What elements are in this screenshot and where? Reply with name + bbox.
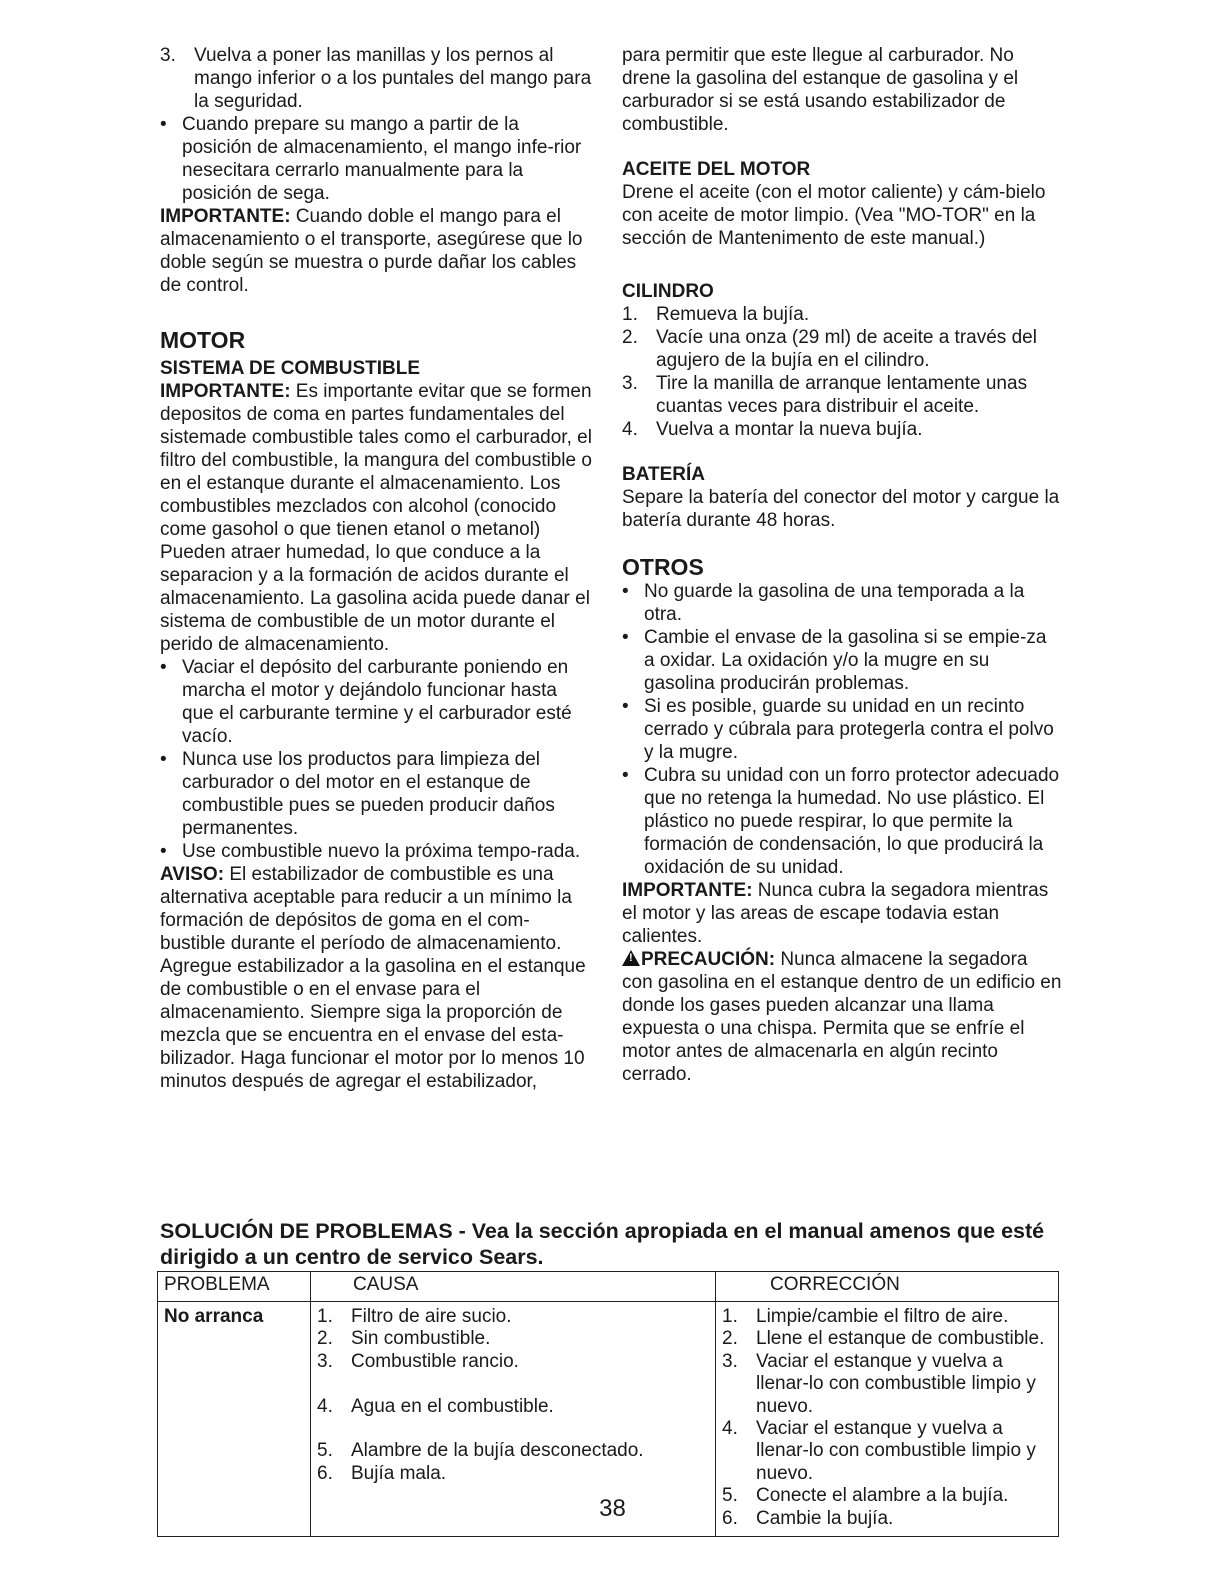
correction-number: 5. bbox=[722, 1485, 738, 1507]
bullet-item bbox=[160, 748, 592, 840]
bullet-item bbox=[160, 656, 592, 748]
step-number: 4. bbox=[622, 419, 638, 440]
step-text: Vuelva a montar la nueva bujía. bbox=[656, 419, 923, 440]
cause-line bbox=[317, 1463, 709, 1485]
subheading-fuel-system: SISTEMA DE COMBUSTIBLE bbox=[160, 358, 421, 379]
bullet-text: Cambie el envase de la gasolina si se empie-za a oxidar. La oxidación y/o la mugre en su gasolina producirán problemas. bbox=[644, 627, 1047, 694]
cause-number: 2. bbox=[317, 1328, 333, 1350]
bullet-icon: • bbox=[622, 765, 629, 786]
important-text: Es importante evitar que se formen depositos de coma en partes fundamentales del sistemade combustible tales como el carburador, el filtro del combustible, la mangura del combustible o en el estanque durante el almacenamiento. Los combustibles mezclados con alcohol (conocido come gasohol o que tienen etanol o metanol) Pueden atraer humedad, lo que conduce a la separacion y a la formación de acidos durante el almacenamiento. La gasolina acida puede danar el sistema de combustible de un motor durante el perido de almacenamiento. bbox=[160, 381, 592, 655]
important-note bbox=[160, 205, 592, 297]
aviso-label: AVISO: bbox=[160, 864, 225, 885]
warning-triangle-icon bbox=[622, 950, 640, 966]
section-heading-otros: OTROS bbox=[622, 554, 704, 580]
correction-number: 2. bbox=[722, 1328, 738, 1350]
correction-text: Vaciar el estanque y vuelva a llenar-lo con combustible limpio y nuevo. bbox=[756, 1418, 1036, 1484]
cause-number: 1. bbox=[317, 1306, 333, 1327]
battery-text: Separe la batería del conector del motor y cargue la batería durante 48 horas. bbox=[622, 487, 1060, 531]
correction-text: Limpie/cambie el filtro de aire. bbox=[756, 1306, 1009, 1327]
cause-number: 6. bbox=[317, 1462, 333, 1484]
left-column bbox=[160, 44, 592, 1093]
important-label: IMPORTANTE: bbox=[160, 206, 291, 227]
numbered-item bbox=[160, 44, 592, 113]
item-text: Vuelva a poner las manillas y los pernos al mango inferior o a los puntales del mango para la seguridad. bbox=[194, 45, 592, 112]
table-header-row bbox=[158, 1272, 1059, 1302]
cause-number: 5. bbox=[317, 1440, 333, 1462]
important-label: IMPORTANTE: bbox=[622, 880, 753, 901]
bullet-text: Nunca use los productos para limpieza del carburador o del motor en el estanque de combustible pues se pueden producir daños permanentes. bbox=[182, 749, 555, 839]
cause-text: Agua en el combustible. bbox=[351, 1395, 554, 1417]
cause-text: Sin combustible. bbox=[351, 1328, 491, 1350]
cause-text: Alambre de la bujía desconectado. bbox=[351, 1440, 644, 1462]
page-number: 38 bbox=[599, 1495, 626, 1522]
important-note bbox=[622, 879, 1062, 948]
cause-line bbox=[317, 1306, 709, 1328]
step-text: Tire la manilla de arranque lentamente unas cuantas veces para distribuir el aceite. bbox=[656, 373, 1028, 417]
subheading-cylinder: CILINDRO bbox=[622, 281, 714, 302]
correction-line bbox=[722, 1351, 1052, 1418]
oil-text: Drene el aceite (con el motor caliente) y cám-bielo con aceite de motor limpio. (Vea "MO-TOR" en la sección de Mantenimento de este manual.) bbox=[622, 182, 1046, 249]
correction-text: Llene el estanque de combustible. bbox=[756, 1328, 1045, 1350]
correction-text: Cambie la bujía. bbox=[756, 1507, 894, 1529]
important-text: Cuando doble el mango para el almacenamiento o el transporte, asegúrese que lo doble según se muestra o purde dañar los cables de control. bbox=[160, 206, 583, 296]
correction-line bbox=[722, 1306, 1052, 1328]
bullet-text: Vaciar el depósito del carburante poniendo en marcha el motor y dejándolo funcionar hasta que el carburante termine y el carburador esté vacío. bbox=[182, 657, 572, 747]
section-heading-motor: MOTOR bbox=[160, 327, 246, 353]
bullet-icon: • bbox=[160, 749, 167, 770]
correction-text: Conecte el alambre a la bujía. bbox=[756, 1485, 1009, 1507]
bullet-icon: • bbox=[622, 581, 629, 602]
cause-text: Filtro de aire sucio. bbox=[351, 1306, 512, 1327]
bullet-item bbox=[622, 764, 1062, 879]
continuation-text: para permitir que este llegue al carburador. No drene la gasolina del estanque de gasolina y el carburador si se está usando estabilizador de combustible. bbox=[622, 45, 1019, 135]
subheading-battery: BATERÍA bbox=[622, 464, 706, 485]
bullet-text: Cubra su unidad con un forro protector adecuado que no retenga la humedad. No use plástico. El plástico no puede respirar, lo que permite la formación de condensación, lo que producirá la oxidación de su unidad. bbox=[644, 765, 1060, 878]
cause-line bbox=[317, 1440, 709, 1462]
important-label: IMPORTANTE: bbox=[160, 381, 291, 402]
cause-number: 3. bbox=[317, 1350, 333, 1372]
important-note bbox=[160, 380, 592, 656]
bullet-text: No guarde la gasolina de una temporada a la otra. bbox=[644, 581, 1025, 625]
bullet-item bbox=[622, 695, 1062, 764]
correction-line bbox=[722, 1418, 1052, 1485]
cause-number: 4. bbox=[317, 1395, 333, 1417]
right-column bbox=[622, 44, 1062, 1086]
step-text: Vacíe una onza (29 ml) de aceite a través del agujero de la bujía en el cilindro. bbox=[656, 327, 1037, 371]
cylinder-step bbox=[622, 418, 1062, 441]
header-causa: CAUSA bbox=[311, 1272, 716, 1302]
cylinder-step bbox=[622, 326, 1062, 372]
cause-text: Bujía mala. bbox=[351, 1462, 447, 1484]
item-number: 3. bbox=[160, 45, 176, 66]
bullet-icon: • bbox=[160, 657, 167, 678]
correction-number: 1. bbox=[722, 1306, 738, 1327]
caution-note bbox=[622, 948, 1062, 1086]
caution-text: Nunca almacene la segadora con gasolina en el estanque dentro de un edificio en donde los gases pueden alcanzar una llama expuesta o una chispa. Permita que se enfríe el motor antes de almacenarla en algún recinto cerrado. bbox=[622, 949, 1062, 1085]
bullet-item bbox=[622, 580, 1062, 626]
aviso-note bbox=[160, 863, 592, 1093]
bullet-text: Cuando prepare su mango a partir de la posición de almacenamiento, el mango infe-rior nesecitara cerrarlo manualmente para la posición de sega. bbox=[182, 114, 582, 204]
subheading-engine-oil: ACEITE DEL MOTOR bbox=[622, 159, 811, 180]
important-text: Nunca cubra la segadora mientras el motor y las areas de escape todavia estan calientes. bbox=[622, 880, 1049, 947]
correction-line bbox=[722, 1328, 1052, 1350]
bullet-icon: • bbox=[622, 627, 629, 648]
step-number: 1. bbox=[622, 304, 638, 325]
correction-number: 3. bbox=[722, 1350, 738, 1372]
header-problema: PROBLEMA bbox=[158, 1272, 311, 1302]
step-text: Remueva la bujía. bbox=[656, 304, 810, 325]
problem-cell: No arranca bbox=[158, 1302, 311, 1537]
aviso-text: El estabilizador de combustible es una alternativa aceptable para reducir a un mínimo la formación de depósitos de goma en el com-bustible durante el período de almacenamiento. Agregue estabilizador a la gasolina en el estanque de combustible o en el envase para el almacenamiento. Siempre siga la proporción de mezcla que se encuentra en el envase del esta-bilizador. Haga funcionar el motor por lo menos 10 minutos después de agregar el estabilizador, bbox=[160, 864, 586, 1092]
bullet-icon: • bbox=[160, 114, 167, 135]
troubleshooting-title: SOLUCIÓN DE PROBLEMAS - Vea la sección apropiada en el manual amenos que esté dirigido a un centro de servico Sears. bbox=[160, 1219, 1045, 1269]
cause-line bbox=[317, 1328, 709, 1350]
bullet-text: Use combustible nuevo la próxima tempo-rada. bbox=[182, 841, 581, 862]
header-correccion: CORRECCIÓN bbox=[716, 1272, 1059, 1302]
cylinder-step bbox=[622, 372, 1062, 418]
bullet-item bbox=[160, 840, 592, 863]
cause-line bbox=[317, 1351, 709, 1396]
caution-label: PRECAUCIÓN: bbox=[641, 949, 776, 970]
correction-text: Vaciar el estanque y vuelva a llenar-lo con combustible limpio y nuevo. bbox=[756, 1350, 1036, 1417]
step-number: 2. bbox=[622, 327, 638, 348]
bullet-text: Si es posible, guarde su unidad en un recinto cerrado y cúbrala para protegerla contra el polvo y la mugre. bbox=[644, 696, 1054, 763]
bullet-item bbox=[622, 626, 1062, 695]
correction-number: 4. bbox=[722, 1418, 738, 1440]
cause-text: Combustible rancio. bbox=[351, 1350, 519, 1372]
cylinder-step bbox=[622, 303, 1062, 326]
cause-line bbox=[317, 1396, 709, 1441]
correction-number: 6. bbox=[722, 1507, 738, 1529]
bullet-icon: • bbox=[160, 841, 167, 862]
step-number: 3. bbox=[622, 373, 638, 394]
bullet-item bbox=[160, 113, 592, 205]
bullet-icon: • bbox=[622, 696, 629, 717]
